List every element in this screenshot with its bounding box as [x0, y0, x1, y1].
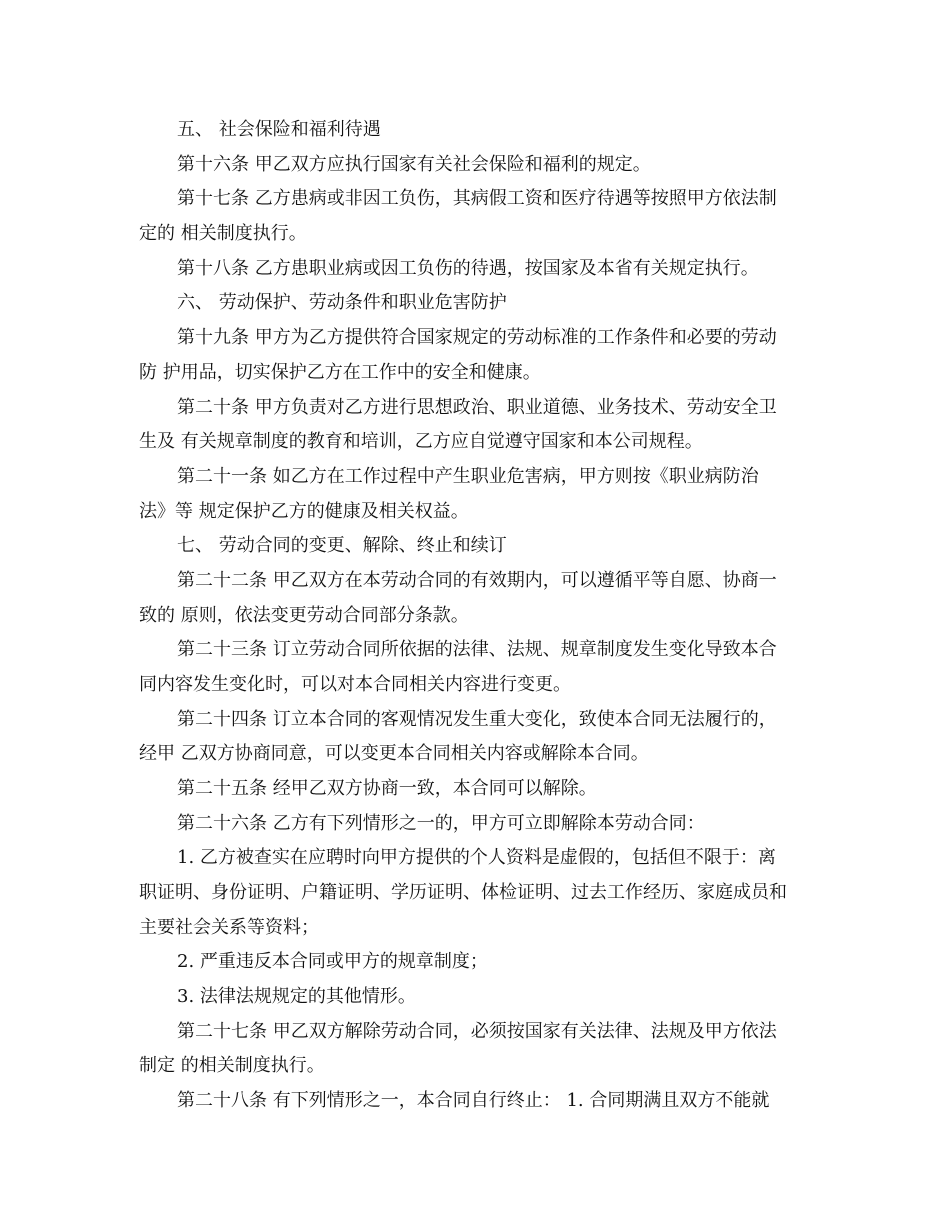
article-17-line-1: 第十七条 乙方患病或非因工负伤，其病假工资和医疗待遇等按照甲方依法制 [177, 188, 777, 209]
article-24-line-2: 经甲 乙双方协商同意，可以变更本合同相关内容或解除本合同。 [139, 743, 649, 764]
section-heading-6: 六、 劳动保护、劳动条件和职业危害防护 [177, 292, 507, 313]
article-20-line-2: 生及 有关规章制度的教育和培训，乙方应自觉遵守国家和本公司规程。 [139, 431, 703, 452]
article-26-item-1-line-3: 主要社会关系等资料； [139, 917, 319, 938]
article-18: 第十八条 乙方患职业病或因工负伤的待遇，按国家及本省有关规定执行。 [177, 258, 759, 279]
article-26-item-1-line-2: 职证明、身份证明、户籍证明、学历证明、体检证明、过去工作经历、家庭成员和 [139, 882, 787, 903]
article-27-line-2: 制定 的相关制度执行。 [139, 1055, 325, 1076]
article-16: 第十六条 甲乙双方应执行国家有关社会保险和福利的规定。 [177, 154, 651, 175]
section-heading-7: 七、 劳动合同的变更、解除、终止和续订 [177, 535, 507, 556]
article-23-line-1: 第二十三条 订立劳动合同所依据的法律、法规、规章制度发生变化导致本合 [177, 639, 777, 660]
article-26-item-1-line-1: 1. 乙方被查实在应聘时向甲方提供的个人资料是虚假的，包括但不限于：离 [177, 847, 776, 868]
article-26: 第二十六条 乙方有下列情形之一的，甲方可立即解除本劳动合同： [177, 813, 705, 834]
article-26-item-2: 2. 严重违反本合同或甲方的规章制度； [177, 951, 488, 972]
article-22-line-2: 致的 原则，依法变更劳动合同部分条款。 [139, 605, 469, 626]
article-20-line-1: 第二十条 甲方负责对乙方进行思想政治、职业道德、业务技术、劳动安全卫 [177, 397, 777, 418]
article-21-line-1: 第二十一条 如乙方在工作过程中产生职业危害病，甲方则按《职业病防治 [177, 466, 759, 487]
article-22-line-1: 第二十二条 甲乙双方在本劳动合同的有效期内，可以遵循平等自愿、协商一 [177, 570, 777, 591]
article-21-line-2: 法》等 规定保护乙方的健康及相关权益。 [139, 501, 469, 522]
article-25: 第二十五条 经甲乙双方协商一致，本合同可以解除。 [177, 778, 597, 799]
article-28-line-1: 第二十八条 有下列情形之一，本合同自行终止： 1. 合同期满且双方不能就 [177, 1090, 770, 1111]
article-17-line-2: 定的 相关制度执行。 [139, 223, 307, 244]
article-19-line-2: 防 护用品，切实保护乙方在工作中的安全和健康。 [139, 362, 541, 383]
article-24-line-1: 第二十四条 订立本合同的客观情况发生重大变化，致使本合同无法履行的， [177, 709, 777, 730]
article-23-line-2: 同内容发生变化时，可以对本合同相关内容进行变更。 [139, 674, 571, 695]
article-26-item-3: 3. 法律法规规定的其他情形。 [177, 986, 416, 1007]
section-heading-5: 五、 社会保险和福利待遇 [177, 119, 381, 140]
article-19-line-1: 第十九条 甲方为乙方提供符合国家规定的劳动标准的工作条件和必要的劳动 [177, 327, 777, 348]
article-27-line-1: 第二十七条 甲乙双方解除劳动合同，必须按国家有关法律、法规及甲方依法 [177, 1021, 777, 1042]
